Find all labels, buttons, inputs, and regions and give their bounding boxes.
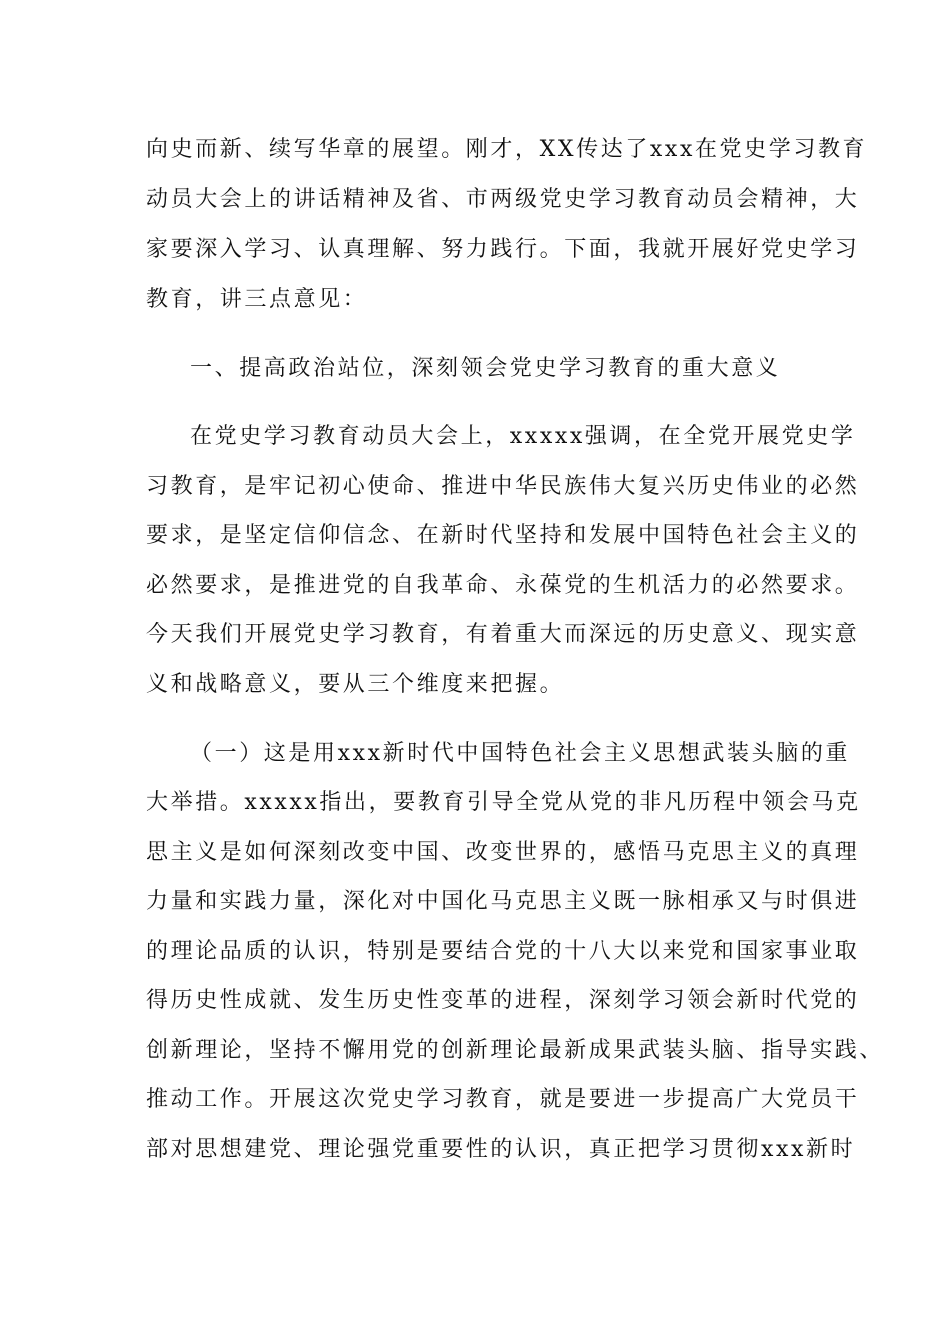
paragraph-line: 创新理论，坚持不懈用党的创新理论最新成果武装头脑、指导实践、 [146, 1038, 885, 1063]
paragraph-line: 要求，是坚定信仰信念、在新时代坚持和发展中国特色社会主义的 [146, 523, 860, 548]
paragraph-line: 家要深入学习、认真理解、努力践行。下面，我就开展好党史学习 [146, 237, 860, 262]
paragraph-line: 的理论品质的认识，特别是要结合党的十八大以来党和国家事业取 [146, 939, 860, 964]
paragraph-line: 大举措。xxxxx指出，要教育引导全党从党的非凡历程中领会马克 [146, 790, 861, 815]
paragraph-line: 习教育，是牢记初心使命、推进中华民族伟大复兴历史伟业的必然 [146, 474, 860, 499]
paragraph-line: 部对思想建党、理论强党重要性的认识，真正把学习贯彻xxx新时 [146, 1137, 856, 1162]
paragraph-line: 思主义是如何深刻改变中国、改变世界的，感悟马克思主义的真理 [146, 840, 860, 865]
paragraph-line: 动员大会上的讲话精神及省、市两级党史学习教育动员会精神，大 [146, 187, 860, 212]
paragraph-line: 得历史性成就、发生历史性变革的进程，深刻学习领会新时代党的 [146, 988, 860, 1013]
paragraph-line: 义和战略意义，要从三个维度来把握。 [146, 672, 565, 697]
paragraph-line: 力量和实践力量，深化对中国化马克思主义既一脉相承又与时俱进 [146, 889, 860, 914]
subsection-heading: （一）这是用xxx新时代中国特色社会主义思想武装头脑的重 [190, 741, 851, 766]
paragraph-line: 在党史学习教育动员大会上，xxxxx强调，在全党开展党史学 [190, 424, 856, 449]
paragraph-line: 推动工作。开展这次党史学习教育，就是要进一步提高广大党员干 [146, 1087, 860, 1112]
section-heading: 一、提高政治站位，深刻领会党史学习教育的重大意义 [190, 356, 781, 381]
paragraph-line: 今天我们开展党史学习教育，有着重大而深远的历史意义、现实意 [146, 622, 860, 647]
paragraph-line: 教育，讲三点意见： [146, 287, 368, 312]
paragraph-line: 必然要求，是推进党的自我革命、永葆党的生机活力的必然要求。 [146, 573, 860, 598]
paragraph-line: 向史而新、续写华章的展望。刚才，XX传达了xxx在党史学习教育 [146, 137, 868, 162]
